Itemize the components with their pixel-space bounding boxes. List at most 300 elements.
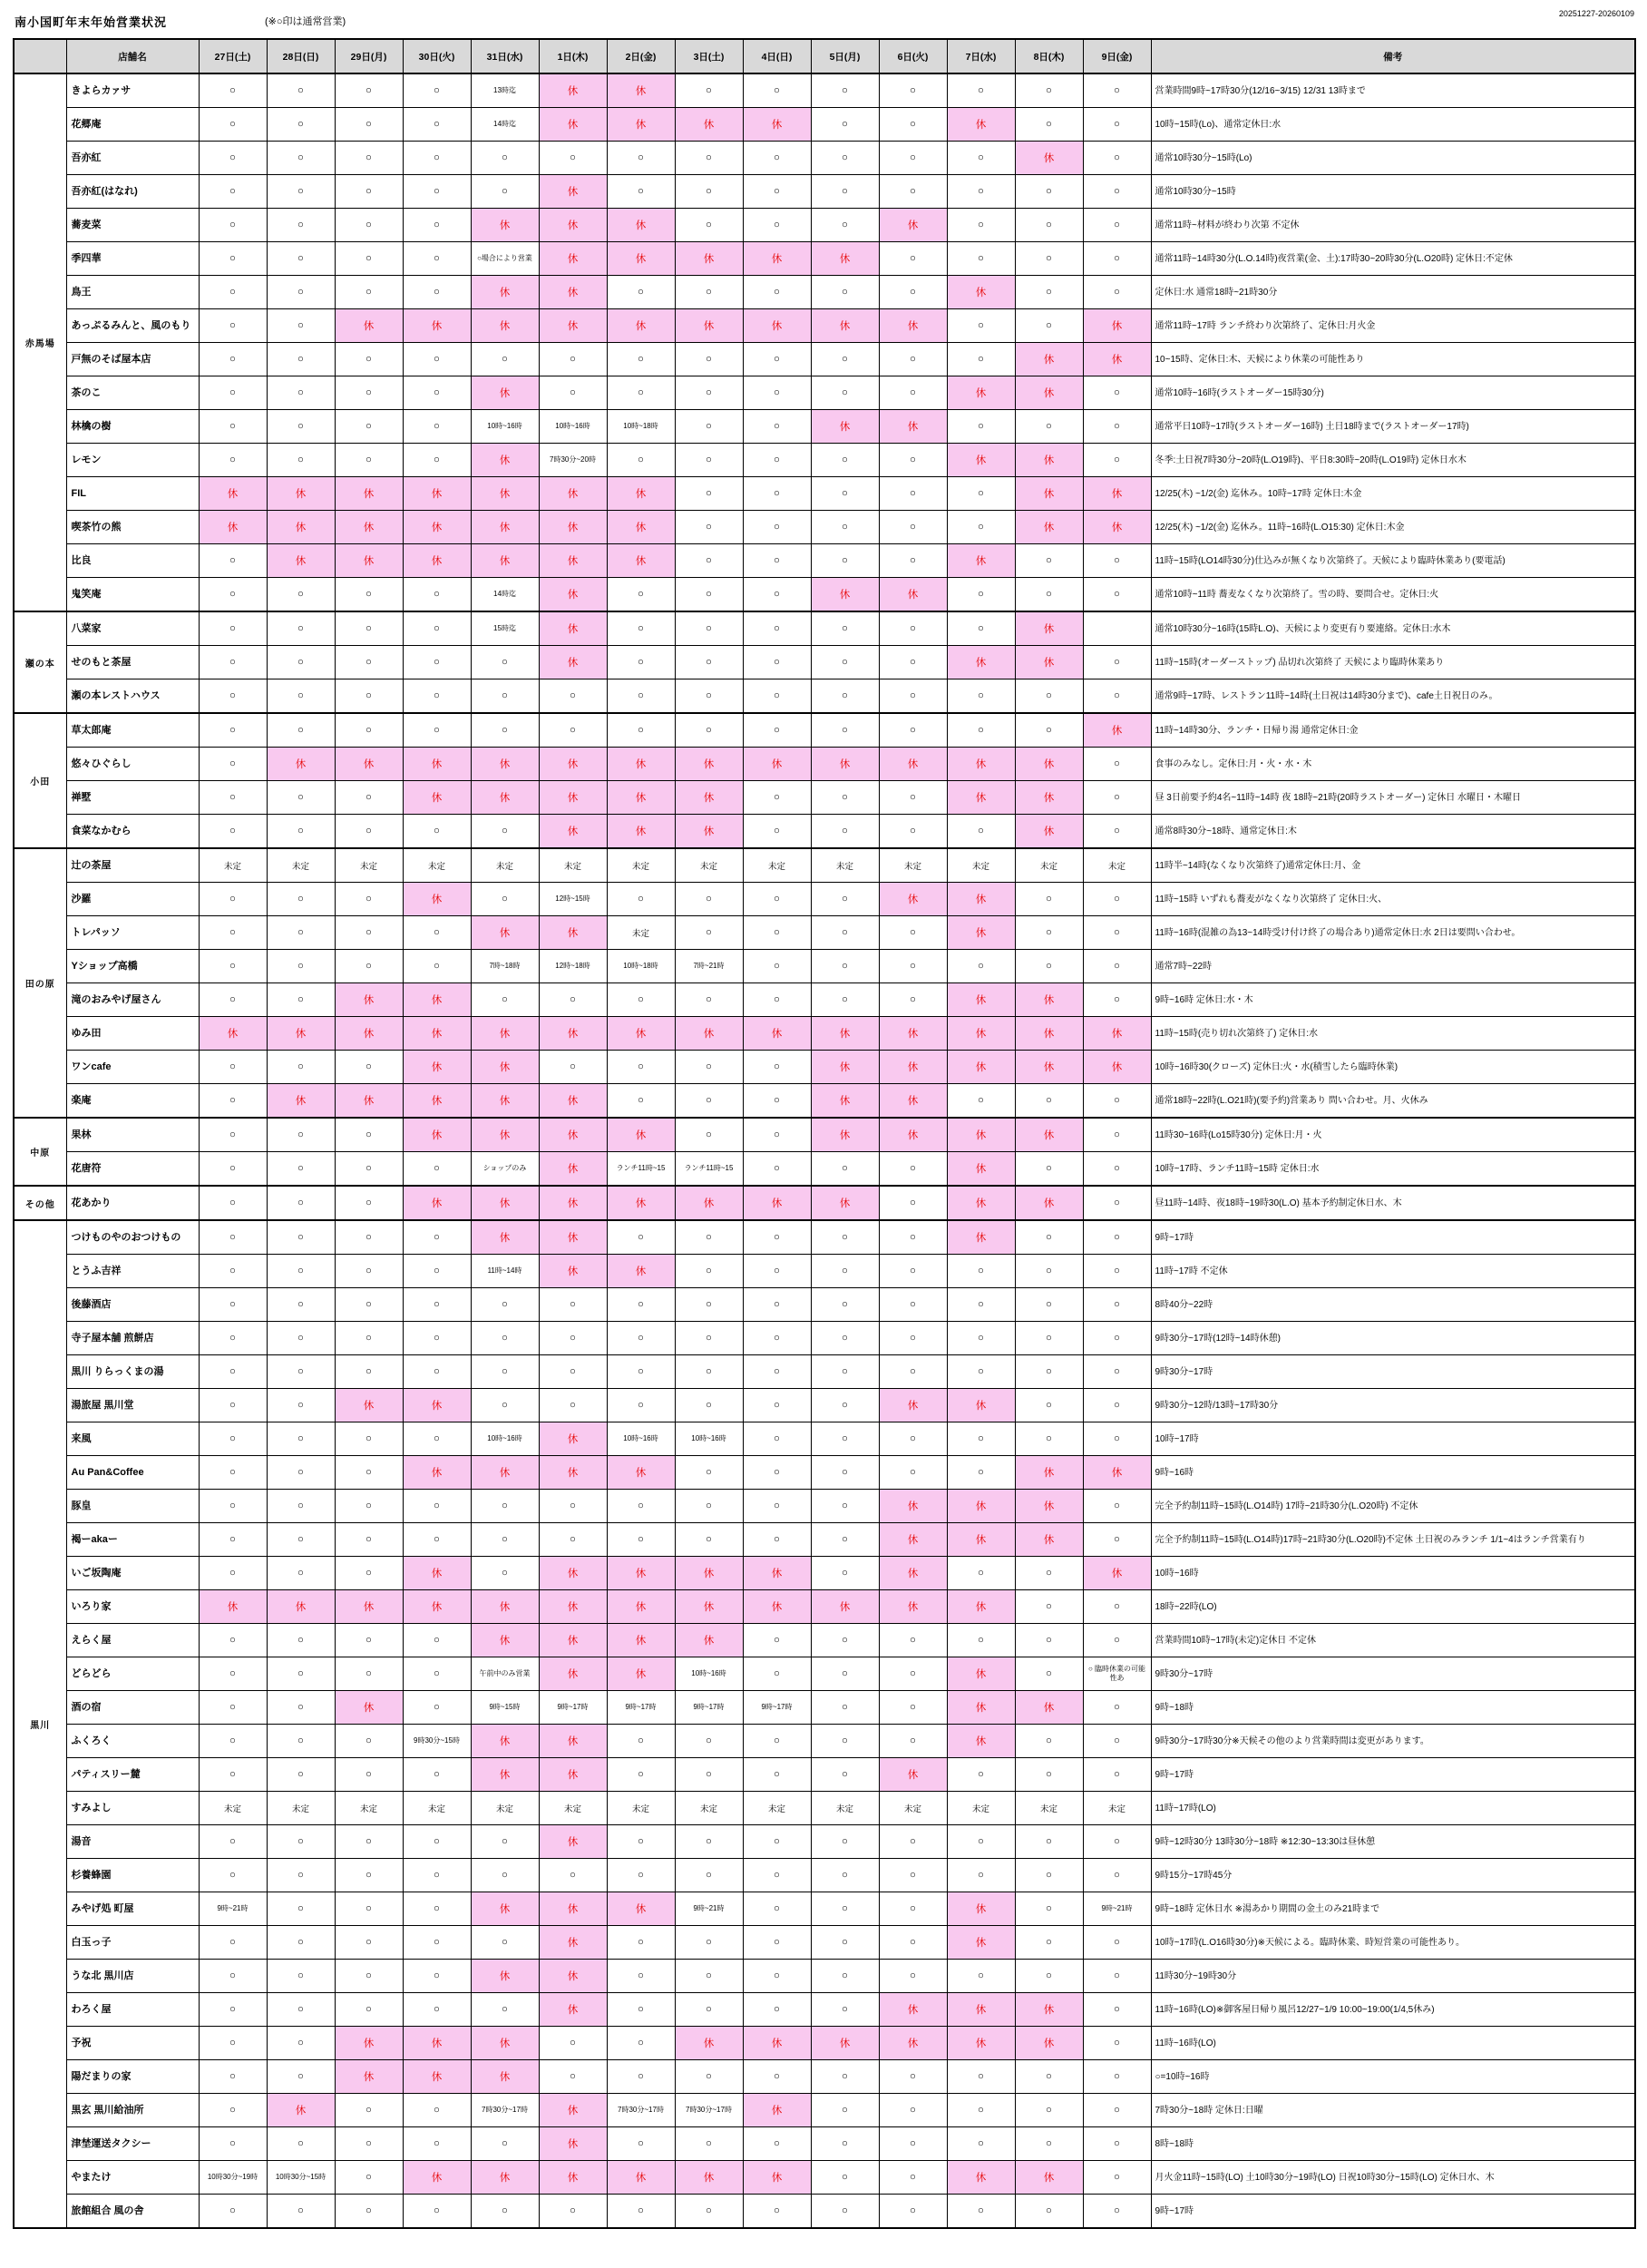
shop-name: 蕎麦菜 (66, 209, 199, 242)
table-row (14, 1422, 1635, 1456)
status-cell: ○ (675, 343, 743, 376)
status-cell: ○ (335, 209, 403, 242)
status-cell: ○ (1015, 276, 1083, 309)
status-cell: ○ (403, 73, 471, 108)
status-cell: ○ (607, 175, 675, 209)
table-row (14, 983, 1635, 1017)
table-row (14, 1220, 1635, 1255)
status-cell: ○ (811, 73, 879, 108)
status-cell: ○ (811, 1960, 879, 1993)
status-cell: ○ (675, 1456, 743, 1490)
status-cell: 休 (811, 2027, 879, 2060)
header-date: 2日(金) (607, 39, 675, 73)
status-cell: ○ (403, 713, 471, 748)
status-cell: 休 (403, 511, 471, 544)
remark-cell: 9時30分~17時 (1151, 1355, 1635, 1389)
table-row (14, 1186, 1635, 1220)
status-cell: ○ (743, 1960, 811, 1993)
remark-cell: 通常11時~材料が終わり次第 不定休 (1151, 209, 1635, 242)
status-cell: ショップのみ (471, 1152, 539, 1187)
shop-name: レモン (66, 444, 199, 477)
status-cell: ○ (267, 646, 335, 679)
status-cell: 休 (947, 444, 1015, 477)
status-cell: ○ (879, 1725, 947, 1758)
status-cell: ○ (199, 276, 267, 309)
status-cell: 未定 (267, 848, 335, 883)
status-cell: ○ (879, 511, 947, 544)
status-cell: ○ (811, 1892, 879, 1926)
status-cell: 休 (539, 916, 607, 950)
status-cell: ○ (879, 73, 947, 108)
status-cell: 10時30分~15時 (267, 2161, 335, 2195)
status-cell: ○ (947, 73, 1015, 108)
status-cell: ○ (675, 1725, 743, 1758)
status-cell: 休 (539, 2161, 607, 2195)
status-cell: 休 (539, 276, 607, 309)
status-cell: ○ (743, 1288, 811, 1322)
shop-name: 後藤酒店 (66, 1288, 199, 1322)
status-cell: ○ (267, 1825, 335, 1859)
shop-name: みやげ処 町屋 (66, 1892, 199, 1926)
status-cell: ○ (1083, 1255, 1151, 1288)
shop-name: 吾亦紅 (66, 142, 199, 175)
status-cell: ランチ11時~15 (675, 1152, 743, 1187)
status-cell: 休 (1083, 713, 1151, 748)
status-cell: 休 (539, 1657, 607, 1691)
shop-name: Au Pan&Coffee (66, 1456, 199, 1490)
status-cell: 休 (539, 646, 607, 679)
status-cell: ○ (743, 343, 811, 376)
status-cell: 休 (267, 1017, 335, 1051)
status-cell: ○ (879, 983, 947, 1017)
status-cell: ○ (267, 73, 335, 108)
table-row (14, 2094, 1635, 2127)
status-cell: 7時30分~17時 (675, 2094, 743, 2127)
status-cell: ○ (335, 1051, 403, 1084)
area-group-label: 田の原 (14, 848, 66, 1118)
remark-cell: 9時15分~17時45分 (1151, 1859, 1635, 1892)
status-cell: 休 (879, 1523, 947, 1557)
shop-name: ワンcafe (66, 1051, 199, 1084)
status-cell: ○ (335, 1892, 403, 1926)
status-cell: 未定 (947, 1792, 1015, 1825)
status-cell: ○ (1015, 1825, 1083, 1859)
status-cell: ○ (743, 1051, 811, 1084)
table-row (14, 883, 1635, 916)
table-row (14, 544, 1635, 578)
shop-name: いご坂陶庵 (66, 1557, 199, 1590)
table-row (14, 1926, 1635, 1960)
status-cell: 休 (539, 73, 607, 108)
table-row (14, 916, 1635, 950)
status-cell: ○ (947, 1355, 1015, 1389)
status-cell: ○ (811, 343, 879, 376)
table-row (14, 1792, 1635, 1825)
remark-cell: 冬季:土日祝7時30分~20時(L.O19時)、平日8:30時~20時(L.O19時) 定休日水木 (1151, 444, 1635, 477)
status-cell: ○ (1083, 376, 1151, 410)
status-cell: 休 (947, 1993, 1015, 2027)
status-cell: ○ (199, 1152, 267, 1187)
status-cell: ○ (267, 242, 335, 276)
status-cell: 休 (675, 1557, 743, 1590)
remark-cell: 通常9時~17時、レストラン11時~14時(土日祝は14時30分まで)、cafe土日祝日のみ。 (1151, 679, 1635, 714)
status-cell: ○ (879, 2094, 947, 2127)
status-cell: 14時迄 (471, 108, 539, 142)
status-cell: 休 (811, 748, 879, 781)
status-cell: 休 (947, 1725, 1015, 1758)
status-cell: ○ (947, 1825, 1015, 1859)
status-cell: 休 (1015, 1118, 1083, 1152)
status-cell: ○ (607, 1490, 675, 1523)
status-cell: ○ (607, 1725, 675, 1758)
status-cell: 10時~16時 (471, 1422, 539, 1456)
status-cell: ○ (403, 1758, 471, 1792)
header-date: 3日(土) (675, 39, 743, 73)
status-cell: 休 (879, 1758, 947, 1792)
status-cell: 休 (471, 781, 539, 815)
status-cell: ○ (199, 1322, 267, 1355)
status-cell: ○ (471, 815, 539, 849)
status-cell: 休 (675, 2161, 743, 2195)
status-cell: ○ (879, 1288, 947, 1322)
status-cell: 休 (1015, 2161, 1083, 2195)
status-cell: ○ (539, 2060, 607, 2094)
status-cell: 休 (879, 1084, 947, 1119)
status-cell: 休 (1015, 142, 1083, 175)
status-cell: ○ (675, 1051, 743, 1084)
status-cell: ○ (879, 108, 947, 142)
status-cell: ○ (471, 343, 539, 376)
status-cell: 休 (607, 1557, 675, 1590)
status-cell: ○ (267, 1557, 335, 1590)
remark-cell: 10時~17時、ランチ11時~15時 定休日:水 (1151, 1152, 1635, 1187)
status-cell: 休 (403, 2060, 471, 2094)
status-cell: 休 (403, 1456, 471, 1490)
status-cell: ○ (811, 1758, 879, 1792)
status-cell: ○ (1083, 1960, 1151, 1993)
status-cell: ○ (1083, 1859, 1151, 1892)
status-cell: ○ (539, 343, 607, 376)
shop-name: 寺子屋本舗 煎餅店 (66, 1322, 199, 1355)
table-row (14, 1825, 1635, 1859)
status-cell: ○ (811, 376, 879, 410)
status-cell: ○ (811, 276, 879, 309)
status-cell: ○ (539, 1322, 607, 1355)
shop-name: せのもと茶屋 (66, 646, 199, 679)
status-cell: 休 (471, 544, 539, 578)
table-row (14, 2161, 1635, 2195)
status-cell: ○ (947, 142, 1015, 175)
status-cell: ○ (403, 1825, 471, 1859)
status-cell: 休 (471, 1118, 539, 1152)
remark-cell: 9時~17時 (1151, 1758, 1635, 1792)
status-cell: ○ (199, 343, 267, 376)
status-cell: 休 (947, 1220, 1015, 1255)
header-date: 27日(土) (199, 39, 267, 73)
table-row (14, 209, 1635, 242)
status-cell: 12時~18時 (539, 950, 607, 983)
status-cell: ○ (335, 1456, 403, 1490)
status-cell: ○ (267, 1220, 335, 1255)
status-cell: ○ (267, 1456, 335, 1490)
status-cell: ○ (199, 2094, 267, 2127)
status-cell: ○ (1083, 1288, 1151, 1322)
status-cell: ○ (403, 343, 471, 376)
status-cell: 休 (335, 511, 403, 544)
status-cell: ○ (1015, 1422, 1083, 1456)
status-cell: 7時30分~20時 (539, 444, 607, 477)
status-cell: ○ (1015, 1152, 1083, 1187)
status-cell: 休 (879, 883, 947, 916)
status-cell: ○ (199, 444, 267, 477)
status-cell: 休 (947, 1118, 1015, 1152)
status-cell: 9時~21時 (675, 1892, 743, 1926)
status-cell: ○ (267, 1422, 335, 1456)
status-cell: ○ (539, 1389, 607, 1422)
status-cell: ○ (1083, 1691, 1151, 1725)
status-cell: 休 (539, 1084, 607, 1119)
shop-name: 杉養蜂園 (66, 1859, 199, 1892)
status-cell: 休 (539, 1255, 607, 1288)
status-cell: ○ (1083, 1152, 1151, 1187)
status-cell: 休 (403, 781, 471, 815)
status-cell: 休 (267, 477, 335, 511)
status-cell: ○ (811, 2094, 879, 2127)
status-cell: 休 (199, 511, 267, 544)
status-cell: 未定 (403, 848, 471, 883)
status-cell: ○ (743, 1926, 811, 1960)
status-cell: 休 (947, 781, 1015, 815)
status-cell: ○ (267, 209, 335, 242)
status-cell: ○ (199, 242, 267, 276)
status-cell: ○ (199, 1859, 267, 1892)
status-cell: ○ (879, 376, 947, 410)
status-cell: ○ (1083, 276, 1151, 309)
status-cell: ○ (675, 1255, 743, 1288)
page-title: 南小国町年末年始営業状況 (15, 15, 168, 29)
status-cell: 休 (403, 1084, 471, 1119)
status-cell: ○ (335, 1993, 403, 2027)
status-cell: ○ (675, 1322, 743, 1355)
status-cell: ○ (403, 276, 471, 309)
status-cell: 休 (335, 1691, 403, 1725)
status-cell: ○ (1015, 713, 1083, 748)
status-cell: ○ (335, 1624, 403, 1657)
status-cell: 9時~17時 (539, 1691, 607, 1725)
status-cell: 休 (403, 1118, 471, 1152)
status-cell: 休 (471, 444, 539, 477)
status-cell: ○ (471, 2127, 539, 2161)
status-cell: ○ (1015, 1220, 1083, 1255)
status-cell: ○ (1083, 175, 1151, 209)
status-cell: ○ (199, 410, 267, 444)
status-cell: ○ (879, 1960, 947, 1993)
status-cell: ○ (675, 175, 743, 209)
status-cell: ○ (403, 242, 471, 276)
status-cell: ○ (675, 883, 743, 916)
table-row (14, 410, 1635, 444)
status-cell: ○ (199, 376, 267, 410)
status-cell: ○ (675, 2060, 743, 2094)
status-cell: ○ (267, 1255, 335, 1288)
status-cell: ○ (1015, 175, 1083, 209)
status-cell: 休 (607, 209, 675, 242)
remark-cell: 9時30分~17時 (1151, 1657, 1635, 1691)
shop-name: 旅館組合 風の舎 (66, 2195, 199, 2229)
status-cell: ○ (199, 983, 267, 1017)
shop-name: ゆみ田 (66, 1017, 199, 1051)
status-cell: ○ (811, 1993, 879, 2027)
shop-name: 吾亦紅(はなれ) (66, 175, 199, 209)
status-cell: ○ (947, 1322, 1015, 1355)
status-cell: 休 (947, 1152, 1015, 1187)
status-cell: 休 (743, 2161, 811, 2195)
shop-name: すみよし (66, 1792, 199, 1825)
status-cell: 休 (811, 242, 879, 276)
status-cell: ○ (811, 1624, 879, 1657)
header-date: 7日(水) (947, 39, 1015, 73)
status-cell: ○ (947, 209, 1015, 242)
status-cell: ○ (267, 1322, 335, 1355)
status-cell: ○ (811, 781, 879, 815)
status-cell: ○ (335, 1557, 403, 1590)
status-cell: ○ (403, 1288, 471, 1322)
status-cell: 未定 (743, 848, 811, 883)
status-cell: ○ (199, 2195, 267, 2229)
remark-cell: 11時~14時30分、ランチ・日帰り湯 通常定休日:金 (1151, 713, 1635, 748)
status-cell: ○ (267, 1152, 335, 1187)
status-cell: 休 (1015, 815, 1083, 849)
status-cell: ○ (811, 1152, 879, 1187)
status-cell: ○ (403, 1220, 471, 1255)
status-cell: 休 (403, 309, 471, 343)
shop-name: 食菜なかむら (66, 815, 199, 849)
status-cell: ○ (743, 175, 811, 209)
status-cell: ○ (879, 1422, 947, 1456)
status-cell: ○ (607, 1051, 675, 1084)
status-cell: 休 (879, 578, 947, 612)
remark-cell: 10時~17時(L.O16時30分)※天候による。臨時休業、時短営業の可能性あり。 (1151, 1926, 1635, 1960)
status-cell: 休 (403, 544, 471, 578)
status-cell: ○ (879, 1220, 947, 1255)
remark-cell: 昼11時~14時、夜18時~19時30(L.O) 基本予約制定休日水、木 (1151, 1186, 1635, 1220)
status-cell: ○ (471, 1926, 539, 1960)
status-cell: ○ (743, 1456, 811, 1490)
status-cell: 休 (879, 1490, 947, 1523)
status-cell: 休 (607, 1017, 675, 1051)
status-cell: 休 (335, 2027, 403, 2060)
status-cell: 休 (471, 1624, 539, 1657)
status-cell: 休 (539, 1960, 607, 1993)
table-row (14, 611, 1635, 646)
status-cell: 未定 (335, 1792, 403, 1825)
shop-name: 草太郎庵 (66, 713, 199, 748)
status-cell: 休 (1015, 444, 1083, 477)
status-cell: 休 (1015, 477, 1083, 511)
status-cell: ○ (1015, 209, 1083, 242)
status-cell: 休 (947, 1523, 1015, 1557)
status-cell: 休 (811, 1118, 879, 1152)
status-cell: ○ (811, 1859, 879, 1892)
status-cell: ○ (335, 1288, 403, 1322)
status-cell: ○ (1083, 1490, 1151, 1523)
status-cell: 休 (811, 1051, 879, 1084)
table-row (14, 1557, 1635, 1590)
status-cell: ○ (335, 1152, 403, 1187)
table-row (14, 646, 1635, 679)
remark-cell: 10時~15時(Lo)、通常定休日:水 (1151, 108, 1635, 142)
status-cell: 休 (879, 209, 947, 242)
status-cell: 休 (879, 1118, 947, 1152)
status-cell: ○ (675, 276, 743, 309)
status-cell: ○ (539, 679, 607, 714)
status-cell: ○ (607, 1926, 675, 1960)
status-cell: ○ (199, 1490, 267, 1523)
table-row (14, 1389, 1635, 1422)
status-cell: 休 (811, 309, 879, 343)
status-cell: 9時30分~15時 (403, 1725, 471, 1758)
status-cell: ○ (1083, 2027, 1151, 2060)
status-cell: ○ (743, 1859, 811, 1892)
status-cell: 休 (607, 1657, 675, 1691)
remark-cell: 昼 3日前要予約4名~11時~14時 夜 18時~21時(20時ラストオーダー) 定休日 水曜日・木曜日 (1151, 781, 1635, 815)
status-cell: 休 (471, 916, 539, 950)
status-cell: ○ (675, 916, 743, 950)
status-cell: ○ (403, 578, 471, 612)
status-cell: ○ (675, 578, 743, 612)
remark-cell: 9時30分~17時30分※天候その他のより営業時間は変更があります。 (1151, 1725, 1635, 1758)
table-row (14, 815, 1635, 849)
status-cell: 休 (811, 1186, 879, 1220)
status-cell: 休 (607, 477, 675, 511)
status-cell: ○ (1015, 1960, 1083, 1993)
status-cell: 休 (539, 544, 607, 578)
remark-cell: 11時~16時(LO) (1151, 2027, 1635, 2060)
status-cell: ○ (335, 1960, 403, 1993)
status-cell: ○ (743, 1523, 811, 1557)
status-cell: ○ (743, 983, 811, 1017)
status-cell: 未定 (1083, 848, 1151, 883)
status-cell: ○ (675, 1825, 743, 1859)
status-cell: 休 (743, 1017, 811, 1051)
status-cell: ○ (335, 2161, 403, 2195)
status-cell: ○ (879, 1355, 947, 1389)
status-cell: ○ (743, 410, 811, 444)
status-cell: ○ (947, 2127, 1015, 2161)
status-cell: ○ (1015, 883, 1083, 916)
status-cell: 休 (403, 748, 471, 781)
status-cell: 休 (947, 1186, 1015, 1220)
status-cell: 休 (335, 1017, 403, 1051)
status-cell: ○ (811, 2195, 879, 2229)
remark-cell: 通常10時30分~15時(Lo) (1151, 142, 1635, 175)
status-cell: ○ (335, 1255, 403, 1288)
status-cell: ○ (1015, 73, 1083, 108)
status-cell: 休 (879, 1993, 947, 2027)
status-cell: ○ (675, 1926, 743, 1960)
status-cell: ○ (743, 1758, 811, 1792)
status-cell: 休 (743, 108, 811, 142)
remark-cell: 11時半~14時(なくなり次第終了)通常定休日:月、金 (1151, 848, 1635, 883)
status-cell: 休 (539, 108, 607, 142)
shop-name: 滝のおみやげ屋さん (66, 983, 199, 1017)
status-cell: ○ (1083, 1084, 1151, 1119)
status-cell: 休 (335, 309, 403, 343)
status-cell: ○ (811, 1523, 879, 1557)
status-cell: ○ (947, 1624, 1015, 1657)
remark-cell: 10時~16時30(クローズ) 定休日:火・水(積雪したら臨時休業) (1151, 1051, 1635, 1084)
status-cell: ○ (879, 1825, 947, 1859)
